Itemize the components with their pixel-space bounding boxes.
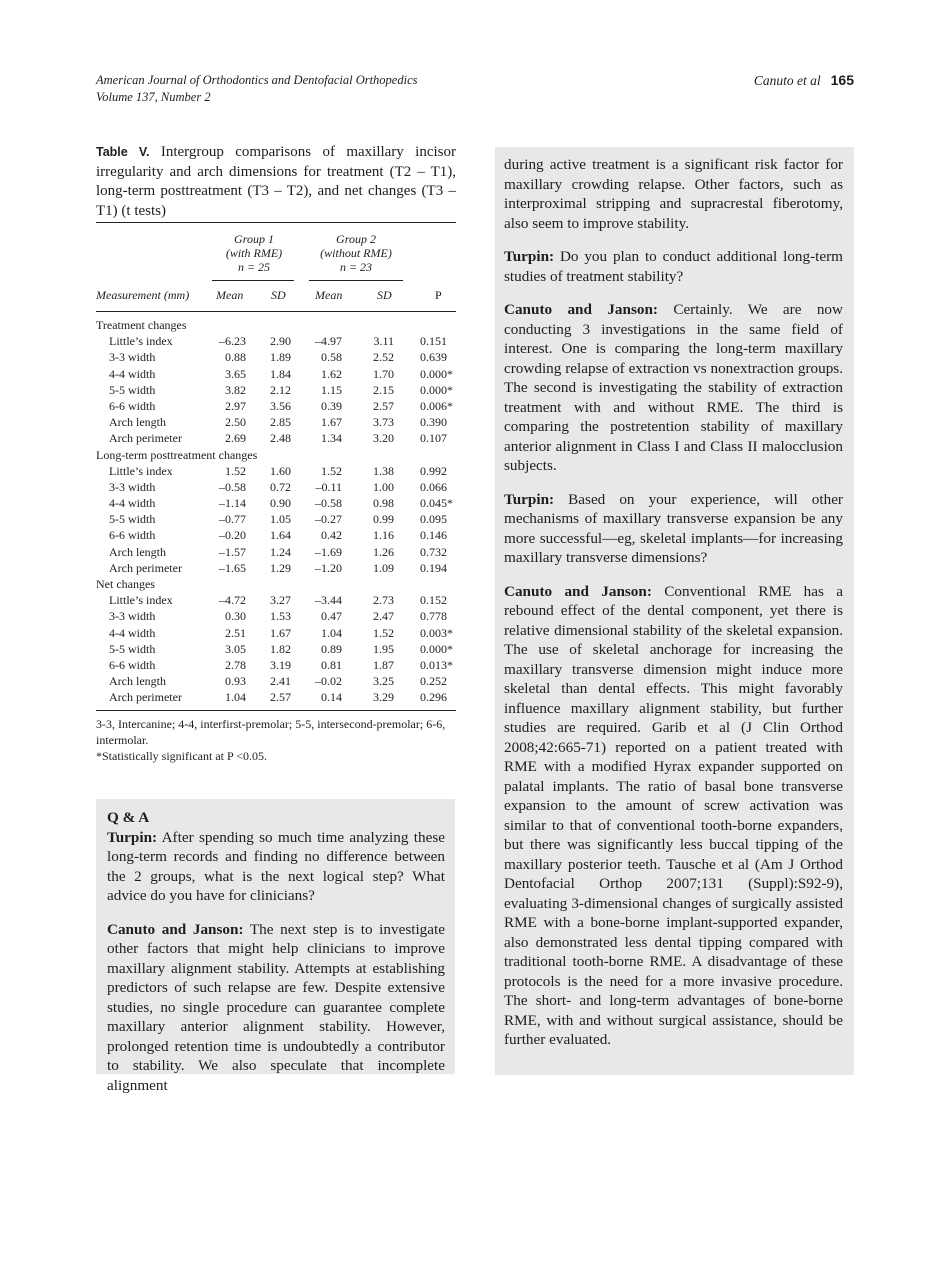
speaker-canuto-janson: Canuto and Janson: xyxy=(504,582,652,600)
group1-header xyxy=(210,232,298,274)
footnote-abbreviations: 3-3, Intercanine; 4-4, interfirst-premolar; 5-5, intersecond-premolar; 6-6, intermolar. xyxy=(96,717,446,747)
table-bottom-rule xyxy=(96,710,456,711)
col-header-sd1: SD xyxy=(271,288,286,302)
group1-mean: 2.97 xyxy=(225,398,246,413)
group1-n: n = 25 xyxy=(237,260,271,274)
group1-sd: 2.48 xyxy=(270,431,291,446)
qa-answer-1-continued: during active treatment is a significant risk factor for maxillary crowding relapse. Other factors, such as interproximal stripping and supracrestal fiberotomy, also seem to improve stability. xyxy=(504,156,843,232)
speaker-canuto-janson: Canuto and Janson: xyxy=(107,920,244,938)
group1-mean: 2.50 xyxy=(225,415,246,430)
table-row xyxy=(96,479,456,495)
p-value: 0.066 xyxy=(420,479,447,494)
answer-text: Certainly. We are now conducting 3 investigations in the same field of interest. One is comparing the long-term maxillary crowding relapse of extraction vs nonextraction groups. The second is investigating the stability of extraction treatment with and without RME. The third is comparing the postretention stability of maxillary anterior alignment in Class I and Class II malocclusion subjects. xyxy=(504,301,843,474)
group2-mean: 0.39 xyxy=(321,398,342,413)
measurement-label: 6-6 width xyxy=(109,528,156,543)
table-row xyxy=(96,414,456,430)
group1-sd: 1.53 xyxy=(270,609,291,624)
table-caption-text: Intergroup comparisons of maxillary incisor irregularity and arch dimensions for treatment (T2 – T1), long-term posttreatment (T3 – T2), and net changes (T3 – T1) (t tests) xyxy=(96,144,456,219)
group1-sd: 0.72 xyxy=(270,479,291,494)
group1-sd: 1.05 xyxy=(270,512,291,527)
group2-name: Group 2 xyxy=(336,232,376,246)
group1-mean: –4.72 xyxy=(219,593,246,608)
group2-mean: –0.27 xyxy=(315,512,342,527)
group1-mean: –0.58 xyxy=(219,479,246,494)
group1-sd: 1.60 xyxy=(270,463,291,478)
p-value: 0.992 xyxy=(420,463,447,478)
p-value: 0.003* xyxy=(420,625,453,640)
table-section-row xyxy=(96,317,456,333)
section-label: Long-term posttreatment changes xyxy=(96,447,258,462)
group1-mean: –1.57 xyxy=(219,544,246,559)
group1-sd: 1.29 xyxy=(270,560,291,575)
group1-sd: 2.12 xyxy=(270,382,291,397)
group1-sd: 1.82 xyxy=(270,641,291,656)
group2-sd: 3.25 xyxy=(373,674,394,689)
group2-sd: 2.52 xyxy=(373,350,394,365)
group2-mean: 0.58 xyxy=(321,350,342,365)
group2-mean: –0.02 xyxy=(315,674,342,689)
group1-sd: 2.41 xyxy=(270,674,291,689)
group2-sd: 0.99 xyxy=(373,512,394,527)
table-row xyxy=(96,430,456,446)
measurement-label: Arch length xyxy=(109,544,166,559)
group1-sd: 3.56 xyxy=(270,398,291,413)
col-header-mean2: Mean xyxy=(315,288,343,302)
p-value: 0.252 xyxy=(420,674,447,689)
page-number: 165 xyxy=(830,72,854,88)
col-header-p: P xyxy=(435,288,442,302)
measurement-label: Little’s index xyxy=(109,334,173,349)
journal-title: American Journal of Orthodontics and Dentofacial Orthopedics xyxy=(96,73,418,87)
group2-rule xyxy=(309,280,403,281)
group2-mean: 0.81 xyxy=(321,657,342,672)
group2-sd: 2.73 xyxy=(373,593,394,608)
group1-desc: (with RME) xyxy=(225,246,283,260)
group1-sd: 3.19 xyxy=(270,657,291,672)
qa-box-right xyxy=(495,147,854,1075)
measurement-label: 3-3 width xyxy=(109,479,156,494)
question-text: After spending so much time analyzing these long-term records and finding no difference between the 2 groups, what is the next logical step? What advice do you have for clinicians? xyxy=(107,828,445,904)
table-row xyxy=(96,657,456,673)
group2-mean: 0.47 xyxy=(321,609,342,624)
section-label: Net changes xyxy=(96,577,155,591)
group2-mean: –3.44 xyxy=(315,593,342,608)
p-value: 0.194 xyxy=(420,560,447,575)
group1-name: Group 1 xyxy=(234,232,274,246)
p-value: 0.000* xyxy=(420,641,453,656)
group1-mean: 1.52 xyxy=(225,463,246,478)
group1-sd: 1.64 xyxy=(270,528,291,543)
measurement-label: Arch perimeter xyxy=(109,560,182,575)
group2-sd: 3.20 xyxy=(373,431,394,446)
author-names: Canuto et al xyxy=(753,73,821,88)
group2-sd: 1.38 xyxy=(373,463,394,478)
question-text: Based on your experience, will other mechanisms of maxillary transverse expansion be any more successful—eg, skeletal implants—for increasing maxillary transverse dimensions? xyxy=(504,490,843,566)
table-row xyxy=(96,544,456,560)
running-header-right xyxy=(754,72,854,89)
group2-mean: –4.97 xyxy=(315,334,342,349)
group2-n: n = 23 xyxy=(339,260,373,274)
col-header-sd2: SD xyxy=(377,288,392,302)
group2-sd: 2.57 xyxy=(373,398,394,413)
measurement-label: 4-4 width xyxy=(109,496,156,511)
group1-mean: –1.65 xyxy=(219,560,246,575)
table-row xyxy=(96,625,456,641)
group1-mean: 0.88 xyxy=(225,350,246,365)
group2-sd: 1.95 xyxy=(373,641,394,656)
group1-sd: 0.90 xyxy=(270,496,291,511)
group2-mean: 1.04 xyxy=(321,625,342,640)
group2-sd: 1.87 xyxy=(373,657,394,672)
qa-box-left xyxy=(96,799,455,1094)
group2-mean: 0.42 xyxy=(321,528,342,543)
answer-text: Conventional RME has a rebound effect of the dental component, yet there is relative dimensional stability of the skeletal expansion. The use of skeletal anchorage for increasing the maxillary transverse dimension might induce more skeletal than dental effects. This might favorably influence maxillary alignment stability, but further studies are required. Garib et al (J Clin Orthod 2008;42:665-71) reported on a patient treated with RME with a modified Hyrax expander supported on palatal implants. The ratio of basal bone transverse expansion to the amount of screw activation was similar to that of conventional tooth-borne expanders, but there was significantly less buccal tipping of the maxillary posterior teeth. Tausche et al (Am J Orthod Dentofacial Orthop 2007;131 (Suppl):S92-9), evaluating 3-dimensional changes of surgically assisted RME with a bone-borne implant-supported expander, also demonstrated less dental tipping compared with traditional tooth-borne RME. A disadvantage of these protocols is the need for a more invasive procedure. The short- and long-term advantages of bone-borne RME, with and without surgical assistance, should be further evaluated. xyxy=(504,582,844,1048)
footnote-significance: *Statistically significant at P <0.05. xyxy=(96,749,267,763)
table-footnotes xyxy=(96,716,456,764)
p-value: 0.013* xyxy=(420,657,453,672)
group2-mean: 1.62 xyxy=(321,366,342,381)
table-top-rule xyxy=(96,222,456,223)
measurement-label: Little’s index xyxy=(109,593,173,608)
table-row xyxy=(96,463,456,479)
group2-sd: 0.98 xyxy=(373,496,394,511)
group1-mean: 1.04 xyxy=(225,690,246,705)
group2-mean: 1.67 xyxy=(321,415,342,430)
measurement-label: 6-6 width xyxy=(109,657,156,672)
p-value: 0.146 xyxy=(420,528,447,543)
measurement-label: 6-6 width xyxy=(109,398,156,413)
measurement-label: 4-4 width xyxy=(109,366,156,381)
qa-turpin-question-2 xyxy=(504,247,843,286)
group1-mean: 2.69 xyxy=(225,431,246,446)
table-caption xyxy=(96,143,456,221)
table-label: Table V. xyxy=(96,145,150,159)
group1-mean: 2.51 xyxy=(225,625,246,640)
group1-sd: 1.24 xyxy=(270,544,291,559)
table-row xyxy=(96,641,456,657)
group1-mean: 2.78 xyxy=(225,657,246,672)
table-row xyxy=(96,333,456,349)
group1-sd: 3.27 xyxy=(270,593,291,608)
table-row xyxy=(96,366,456,382)
group2-mean: –1.20 xyxy=(315,560,342,575)
table-header-rule xyxy=(96,311,456,312)
group2-sd: 2.15 xyxy=(373,382,394,397)
group2-sd: 1.26 xyxy=(373,544,394,559)
speaker-turpin: Turpin: xyxy=(107,828,158,846)
group1-mean: –1.14 xyxy=(219,496,246,511)
measurement-label: 4-4 width xyxy=(109,625,156,640)
group2-mean: –1.69 xyxy=(315,544,342,559)
table-row xyxy=(96,495,456,511)
table-row xyxy=(96,382,456,398)
group2-mean: 0.89 xyxy=(321,641,342,656)
qa-answer-2 xyxy=(504,300,843,476)
group1-mean: 3.05 xyxy=(225,641,246,656)
group1-sd: 2.85 xyxy=(270,415,291,430)
group2-sd: 1.16 xyxy=(373,528,394,543)
p-value: 0.778 xyxy=(420,609,447,624)
p-value: 0.095 xyxy=(420,512,447,527)
table-row xyxy=(96,673,456,689)
table-row xyxy=(96,398,456,414)
qa-turpin-question-3 xyxy=(504,490,843,568)
group2-header xyxy=(306,232,406,274)
qa-answer-1 xyxy=(107,920,445,1096)
group2-mean: 1.34 xyxy=(321,431,342,446)
qa-title: Q & A xyxy=(107,809,150,826)
group1-mean: –6.23 xyxy=(219,334,246,349)
table-row xyxy=(96,560,456,576)
p-value: 0.296 xyxy=(420,690,447,705)
speaker-turpin: Turpin: xyxy=(504,248,555,265)
group2-mean: 1.52 xyxy=(321,463,342,478)
table-row xyxy=(96,511,456,527)
p-value: 0.107 xyxy=(420,431,447,446)
measurement-label: 3-3 width xyxy=(109,350,156,365)
question-text: Do you plan to conduct additional long-term studies of treatment stability? xyxy=(504,248,843,285)
group2-mean: –0.58 xyxy=(315,496,342,511)
p-value: 0.000* xyxy=(420,382,453,397)
group2-sd: 1.52 xyxy=(373,625,394,640)
p-value: 0.390 xyxy=(420,415,447,430)
measurement-label: 5-5 width xyxy=(109,382,156,397)
table-body xyxy=(96,317,456,706)
group2-sd: 2.47 xyxy=(373,609,394,624)
group2-mean: –0.11 xyxy=(315,479,342,494)
group2-sd: 1.00 xyxy=(373,479,394,494)
group1-sd: 1.89 xyxy=(270,350,291,365)
measurement-label: 5-5 width xyxy=(109,512,156,527)
section-label: Treatment changes xyxy=(96,318,187,332)
measurement-label: Arch length xyxy=(109,674,166,689)
group1-rule xyxy=(212,280,294,281)
group1-mean: 3.65 xyxy=(225,366,246,381)
table-section-row xyxy=(96,576,456,592)
p-value: 0.045* xyxy=(420,496,453,511)
group1-sd: 2.57 xyxy=(270,690,291,705)
group2-mean: 0.14 xyxy=(321,690,342,705)
speaker-canuto-janson: Canuto and Janson: xyxy=(504,301,658,318)
group2-desc: (without RME) xyxy=(320,246,392,260)
group2-sd: 3.29 xyxy=(373,690,394,705)
table-row xyxy=(96,592,456,608)
table-row xyxy=(96,527,456,543)
p-value: 0.732 xyxy=(420,544,447,559)
group2-sd: 1.70 xyxy=(373,366,394,381)
table-row xyxy=(96,349,456,365)
group1-mean: 3.82 xyxy=(225,382,246,397)
measurement-label: Arch perimeter xyxy=(109,431,182,446)
group1-mean: 0.93 xyxy=(225,674,246,689)
measurement-label: Little’s index xyxy=(109,463,173,478)
measurement-label: Arch perimeter xyxy=(109,690,182,705)
measurement-label: 5-5 width xyxy=(109,641,156,656)
col-header-mean1: Mean xyxy=(216,288,244,302)
group1-sd: 1.67 xyxy=(270,625,291,640)
group2-mean: 1.15 xyxy=(321,382,342,397)
p-value: 0.000* xyxy=(420,366,453,381)
col-header-measurement: Measurement (mm) xyxy=(96,288,190,302)
table-row xyxy=(96,608,456,624)
speaker-turpin: Turpin: xyxy=(504,490,555,508)
p-value: 0.006* xyxy=(420,398,453,413)
measurement-label: Arch length xyxy=(109,415,166,430)
qa-answer-3 xyxy=(504,582,843,1050)
group1-mean: 0.30 xyxy=(225,609,246,624)
group1-sd: 2.90 xyxy=(270,334,291,349)
volume-info: Volume 137, Number 2 xyxy=(96,90,211,104)
group1-mean: –0.20 xyxy=(219,528,246,543)
group2-sd: 3.11 xyxy=(373,334,394,349)
group1-sd: 1.84 xyxy=(270,366,291,381)
qa-turpin-question-1 xyxy=(107,828,445,906)
answer-text: The next step is to investigate other factors that might help clinicians to improve maxillary alignment stability. Attempts at establishing predictors of such relapse are few. Despite extensive studies, no single procedure can guarantee complete maxillary anterior alignment stability. However, prolonged retention time is undoubtedly a contributor to stability. We also speculate that incomplete alignment xyxy=(107,920,445,1094)
p-value: 0.151 xyxy=(420,334,447,349)
running-header xyxy=(96,72,418,106)
measurement-label: 3-3 width xyxy=(109,609,156,624)
table-row xyxy=(96,689,456,705)
table-section-row xyxy=(96,447,456,463)
group1-mean: –0.77 xyxy=(219,512,246,527)
p-value: 0.152 xyxy=(420,593,447,608)
group2-sd: 1.09 xyxy=(373,560,394,575)
p-value: 0.639 xyxy=(420,350,447,365)
group2-sd: 3.73 xyxy=(373,415,394,430)
